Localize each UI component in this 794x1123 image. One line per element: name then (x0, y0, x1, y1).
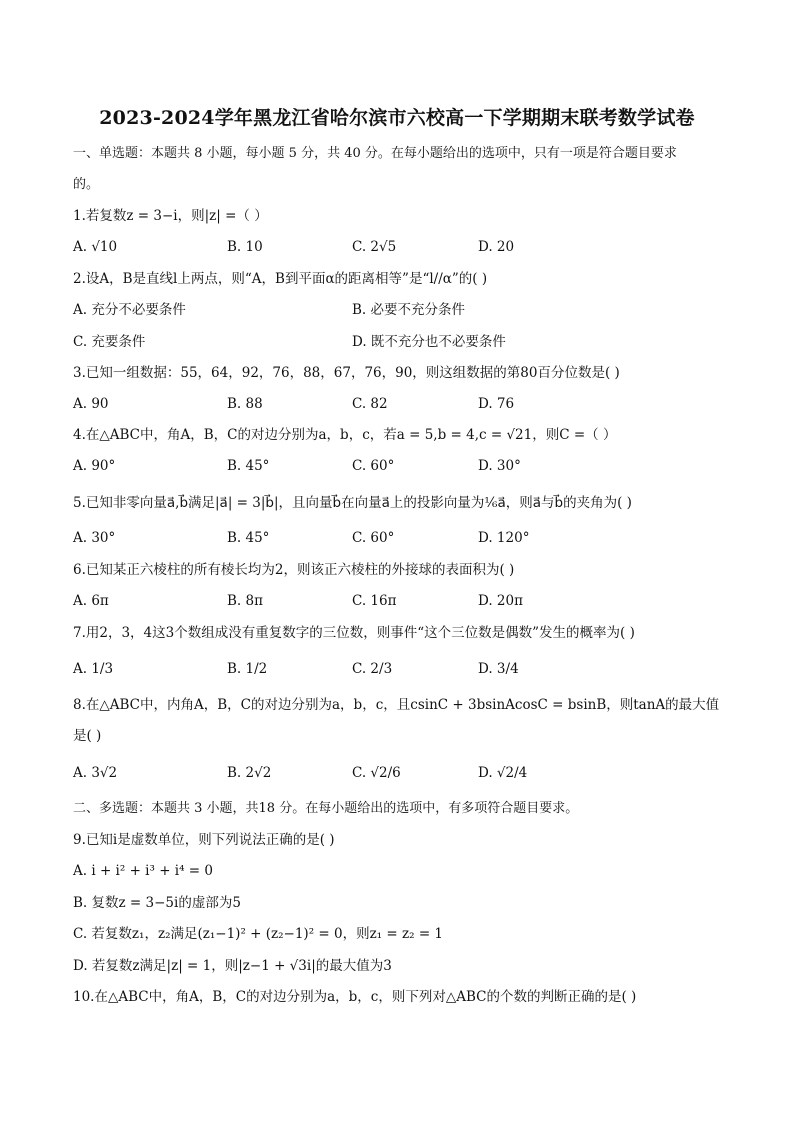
q4-option-a: A. 90° (73, 458, 116, 474)
q6-option-a: A. 6π (73, 593, 109, 609)
q3-option-b: B. 88 (227, 396, 263, 412)
q3-option-a: A. 90 (73, 396, 109, 412)
q1-option-a: A. √10 (73, 239, 118, 255)
q4-option-d: D. 30° (478, 458, 521, 474)
section1-heading: 一、单选题：本题共 8 小题，每小题 5 分，共 40 分。在每小题给出的选项中，只有一项是符合题目要求 (73, 146, 677, 161)
q7-option-b: B. 1/2 (227, 661, 268, 677)
q6-stem: 6.已知某正六棱柱的所有棱长均为2，则该正六棱柱的外接球的表面积为( ) (73, 562, 515, 578)
q3-option-c: C. 82 (352, 396, 388, 412)
q7-option-a: A. 1/3 (73, 661, 114, 677)
q5-option-c: C. 60° (352, 530, 395, 546)
q8-option-a: A. 3√2 (73, 765, 118, 781)
q5-option-d: D. 120° (478, 530, 530, 546)
q9-option-a: A. i + i² + i³ + i⁴ = 0 (73, 863, 214, 879)
q7-option-d: D. 3/4 (478, 661, 519, 677)
q7-option-c: C. 2/3 (352, 661, 393, 677)
q4-option-b: B. 45° (227, 458, 270, 474)
section2-heading: 二、多选题：本题共 3 小题，共18 分。在每小题给出的选项中，有多项符合题目要求。 (73, 801, 579, 816)
q2-option-b: B. 必要不充分条件 (352, 302, 466, 318)
q10-stem: 10.在△ABC中，角A，B，C的对边分别为a，b，c，则下列对△ABC的个数的判断正确的是( ) (73, 989, 637, 1005)
q8-option-b: B. 2√2 (227, 765, 272, 781)
q8-stem: 8.在△ABC中，内角A，B，C的对边分别为a，b，c，且csinC + 3bsinAcosC = bsinB，则tanA的最大值 (73, 697, 720, 713)
q8-stem-cont: 是( ) (73, 728, 102, 744)
q9-option-b: B. 复数z = 3−5i的虚部为5 (73, 895, 241, 911)
q6-option-c: C. 16π (352, 593, 397, 609)
q5-option-b: B. 45° (227, 530, 270, 546)
q9-option-c: C. 若复数z₁，z₂满足(z₁−1)² + (z₂−1)² = 0，则z₁ = z₂ = 1 (73, 926, 444, 942)
q4-stem: 4.在△ABC中，角A，B，C的对边分别为a，b，c，若a = 5,b = 4,c = √21，则C =（ ） (73, 427, 617, 443)
q4-option-c: C. 60° (352, 458, 395, 474)
q8-option-c: C. √2/6 (352, 765, 401, 781)
q8-option-d: D. √2/4 (478, 765, 528, 781)
q2-stem: 2.设A，B是直线l上两点，则“A，B到平面α的距离相等”是“l//α”的( ) (73, 271, 488, 287)
q9-option-d: D. 若复数z满足|z| = 1，则|z−1 + √3i|的最大值为3 (73, 958, 392, 974)
q1-option-d: D. 20 (478, 239, 515, 255)
q3-option-d: D. 76 (478, 396, 515, 412)
q1-stem: 1.若复数z = 3−i，则|z| =（ ） (73, 208, 268, 224)
q2-option-c: C. 充要条件 (73, 334, 146, 350)
q5-stem: 5.已知非零向量a⃗,b⃗满足|a⃗| = 3|b⃗|，且向量b⃗在向量a⃗上的投影向量为¹⁄₆a⃗，则a⃗与b⃗的夹角为( ) (73, 495, 632, 511)
q6-option-b: B. 8π (227, 593, 263, 609)
page-title: 2023-2024学年黑龙江省哈尔滨市六校高一下学期期末联考数学试卷 (99, 107, 695, 129)
q3-stem: 3.已知一组数据：55，64，92，76，88，67，76，90，则这组数据的第80百分位数是( ) (73, 365, 620, 381)
q7-stem: 7.用2，3，4这3个数组成没有重复数字的三位数，则事件“这个三位数是偶数”发生的概率为( ) (73, 625, 635, 641)
q9-stem: 9.已知i是虚数单位，则下列说法正确的是( ) (73, 832, 335, 848)
q2-option-a: A. 充分不必要条件 (73, 302, 186, 318)
q5-option-a: A. 30° (73, 530, 116, 546)
q2-option-d: D. 既不充分也不必要条件 (352, 334, 506, 350)
section1-heading-cont: 的。 (73, 177, 100, 192)
q1-option-c: C. 2√5 (352, 239, 397, 255)
q6-option-d: D. 20π (478, 593, 523, 609)
q1-option-b: B. 10 (227, 239, 263, 255)
